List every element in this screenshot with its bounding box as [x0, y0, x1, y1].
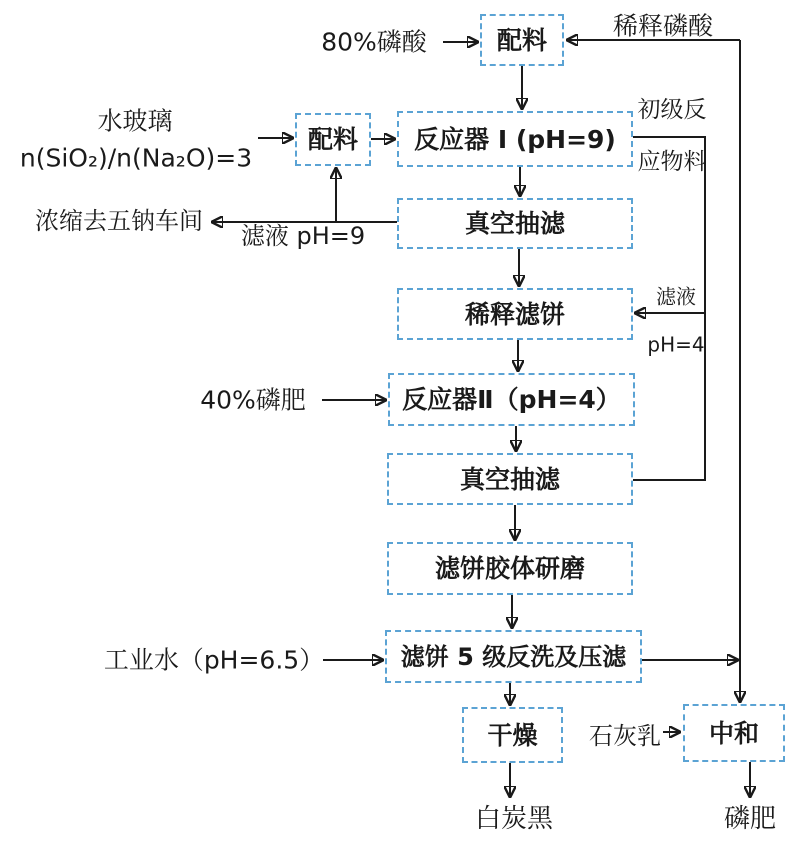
- node-vacuum-filter-1: 真空抽滤: [397, 198, 633, 249]
- label-phosphate-fertilizer-output: 磷肥: [723, 804, 777, 835]
- label-primary-reaction-line2: 应物料: [637, 148, 707, 175]
- node-vacuum-filter-2: 真空抽滤: [387, 453, 633, 505]
- node-reactor-1: 反应器 Ⅰ (pH=9): [397, 111, 633, 167]
- label-40-percent-phosphate: 40%磷肥: [200, 385, 306, 415]
- label-filtrate-ph9: 滤液 pH=9: [240, 222, 366, 251]
- node-drying: 干燥: [462, 707, 563, 763]
- label-industrial-water: 工业水（pH=6.5）: [103, 645, 325, 675]
- label-dilute-phosphoric-acid: 稀释磷酸: [612, 11, 714, 41]
- label-concentrate-to-pentasodium: 浓缩去五钠车间: [35, 207, 203, 236]
- label-water-glass-ratio: n(SiO₂)/n(Na₂O)=3: [19, 143, 253, 173]
- label-80-percent-phosphoric-acid: 80%磷酸: [321, 27, 427, 57]
- label-filtrate-right: 滤液: [656, 284, 696, 309]
- node-dilute-filter-cake: 稀释滤饼: [397, 288, 633, 340]
- node-batching-left: 配料: [295, 113, 371, 166]
- node-neutralization: 中和: [683, 704, 785, 762]
- node-backwash-press: 滤饼 5 级反洗及压滤: [385, 630, 642, 683]
- label-water-glass: 水玻璃: [97, 106, 173, 136]
- label-white-carbon-black-output: 白炭黑: [474, 804, 554, 835]
- label-lime-milk: 石灰乳: [589, 722, 661, 751]
- node-batching-top: 配料: [480, 14, 564, 66]
- label-ph4: pH=4: [647, 332, 705, 357]
- node-colloid-mill: 滤饼胶体研磨: [387, 542, 633, 595]
- label-primary-reaction-line1: 初级反: [637, 96, 707, 123]
- node-reactor-2: 反应器Ⅱ（pH=4）: [388, 373, 635, 426]
